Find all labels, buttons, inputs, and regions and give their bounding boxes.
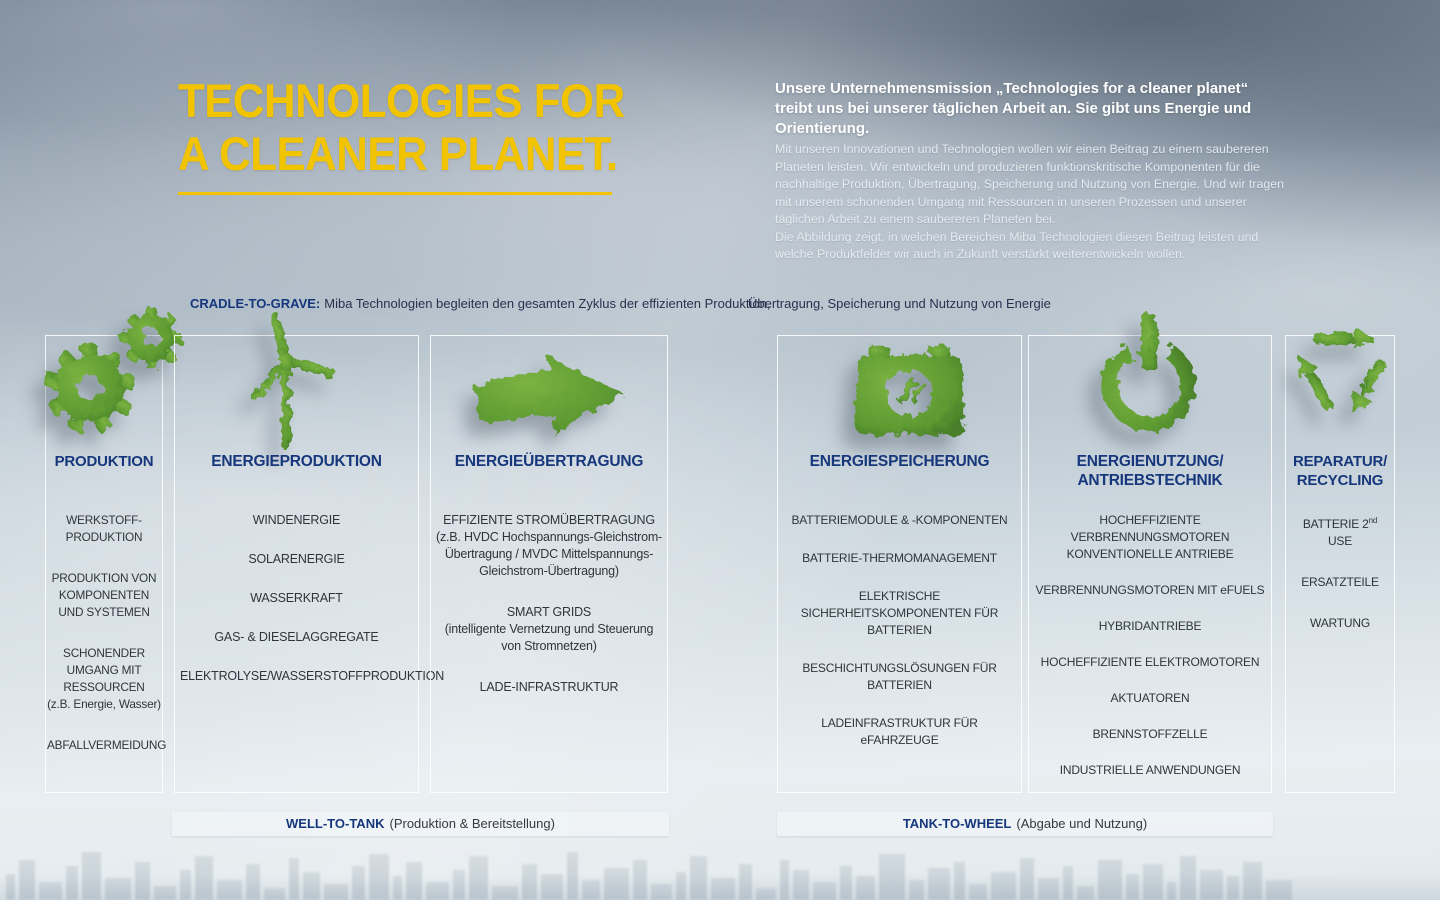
list-item: WARTUNG [1310,616,1370,630]
mission-paragraph-1: Mit unseren Innovationen und Technologien wollen wir einen Beitrag zu einem saubereren Planeten leisten. Wir entwickeln und produzieren funktionskritische Komponenten für die nachhaltige Produktion, Übertragung, Speicherung und Nutzung von Energie. Und wir tragen mit unserem schonenden Umgang mit Ressourcen in unseren Prozessen und unserer täglichen Arbeit zu einem saubereren Planeten bei. [775,142,1285,226]
list-item: WASSERKRAFT [250,591,343,605]
cradle-to-grave-caption [190,296,770,311]
column-items [1291,512,1389,632]
column-title: PRODUKTION [54,453,154,470]
gears-foliage-icon [32,302,190,447]
cradle-to-grave-caption-right [748,296,1051,311]
list-item: HYBRIDANTRIEBE [1098,619,1202,633]
list-item: HOCHEFFIZIENTE ELEKTROMOTOREN [1040,655,1260,669]
cradle-to-grave-text-left: Miba Technologien begleiten den gesamten Zyklus der effizienten Produktion, [324,296,771,311]
column-title: ENERGIEÜBERTRAGUNG [454,453,644,470]
list-item: BRENNSTOFFZELLE [1092,727,1208,741]
column-energiespeicherung [777,335,1022,793]
column-energieuebertragung [430,335,668,793]
column-title: ENERGIESPEICHERUNG [809,453,990,470]
column-title: ENERGIENUTZUNG/ ANTRIEBSTECHNIK [1076,453,1224,489]
column-items [1034,512,1266,779]
list-item: ELEKTRISCHE SICHERHEITSKOMPONENTEN FÜR BATTERIEN [800,589,999,637]
well-to-tank-text: (Produktion & Bereitstellung) [389,816,555,831]
column-title: REPARATUR/ RECYCLING [1292,453,1388,489]
page-title [178,74,625,180]
column-title: ENERGIEPRODUKTION [211,453,382,470]
bottom-haze [0,874,1440,900]
column-reparatur-recycling [1285,335,1395,793]
column-energieproduktion [174,335,445,793]
well-to-tank-bar [172,812,669,836]
recycling-foliage-icon [1292,322,1392,420]
cradle-to-grave-text-right: Übertragung, Speicherung und Nutzung von Energie [748,296,1051,311]
column-items [47,512,167,754]
list-item: ERSATZTEILE [1301,575,1379,589]
list-item: LADE-INFRASTRUKTUR [479,680,619,694]
list-item: EFFIZIENTE STROMÜBERTRAGUNG (z.B. HVDC Hochspannungs-Gleichstrom-Übertragung / MVDC Mittelspannungs-Gleichstrom-Übertragung) [436,513,663,578]
list-item: SCHONENDER UMGANG MIT RESSOURCEN (z.B. Energie, Wasser) [47,646,161,711]
power-button-foliage-icon [1089,306,1209,459]
list-item: VERBRENNUNGSMOTOREN MIT eFUELS [1035,583,1265,597]
list-item: ELEKTROLYSE/WASSERSTOFFPRODUKTION [180,669,445,683]
list-item: WINDENERGIE [252,513,341,527]
column-items [436,512,662,696]
cradle-to-grave-label: CRADLE-TO-GRAVE: [190,296,321,311]
page-title-line1: TECHNOLOGIES FOR [178,74,625,127]
list-item: SMART GRIDS (intelligente Vernetzung und Steuerung von Stromnetzen) [444,605,654,653]
arrow-foliage-icon [465,342,635,460]
list-item: ABFALLVERMEIDUNG [47,738,167,752]
list-item: INDUSTRIELLE ANWENDUNGEN [1059,763,1241,777]
mission-lead: Unsere Unternehmensmission „Technologies for a cleaner planet“ treibt uns bei unserer täglichen Arbeit an. Sie gibt uns Energie und Orientierung. [775,80,1252,137]
list-item: BATTERIE-THERMOMANAGEMENT [802,551,997,565]
title-underline [178,192,612,195]
list-item: BESCHICHTUNGSLÖSUNGEN FÜR BATTERIEN [802,661,997,692]
city-skyline [0,838,1440,900]
list-item: LADEINFRASTRUKTUR FÜR eFAHRZEUGE [821,716,978,747]
list-item: SOLARENERGIE [248,552,345,566]
mission-body [775,141,1287,264]
mission-paragraph-2: Die Abbildung zeigt, in welchen Bereichen Miba Technologien diesen Beitrag leisten und welche Produktfelder wir auch in Zukunft verstärkt weiterentwickeln wollen. [775,229,1259,261]
tank-to-wheel-text: (Abgabe und Nutzung) [1016,816,1148,831]
page-title-line2: A CLEANER PLANET. [178,127,618,180]
tank-to-wheel-bar [777,812,1273,836]
list-item: WERKSTOFF-PRODUKTION [65,513,143,544]
column-items [180,512,445,685]
column-energienutzung-antriebstechnik [1028,335,1272,793]
list-item: AKTUATOREN [1110,691,1190,705]
tank-to-wheel-label: TANK-TO-WHEEL [902,816,1012,831]
column-items [783,512,1016,749]
column-produktion [45,335,167,793]
list-item: BATTERIE 2nd USE [1302,516,1378,548]
list-item: GAS- & DIESELAGGREGATE [214,630,379,644]
well-to-tank-label: WELL-TO-TANK [286,816,385,831]
list-item: HOCHEFFIZIENTE VERBRENNUNGSMOTOREN KONVENTIONELLE ANTRIEBE [1066,513,1234,561]
list-item: PRODUKTION VON KOMPONENTEN UND SYSTEMEN [51,571,157,619]
battery-foliage-icon [842,338,977,451]
list-item: BATTERIEMODULE & -KOMPONENTEN [791,513,1008,527]
